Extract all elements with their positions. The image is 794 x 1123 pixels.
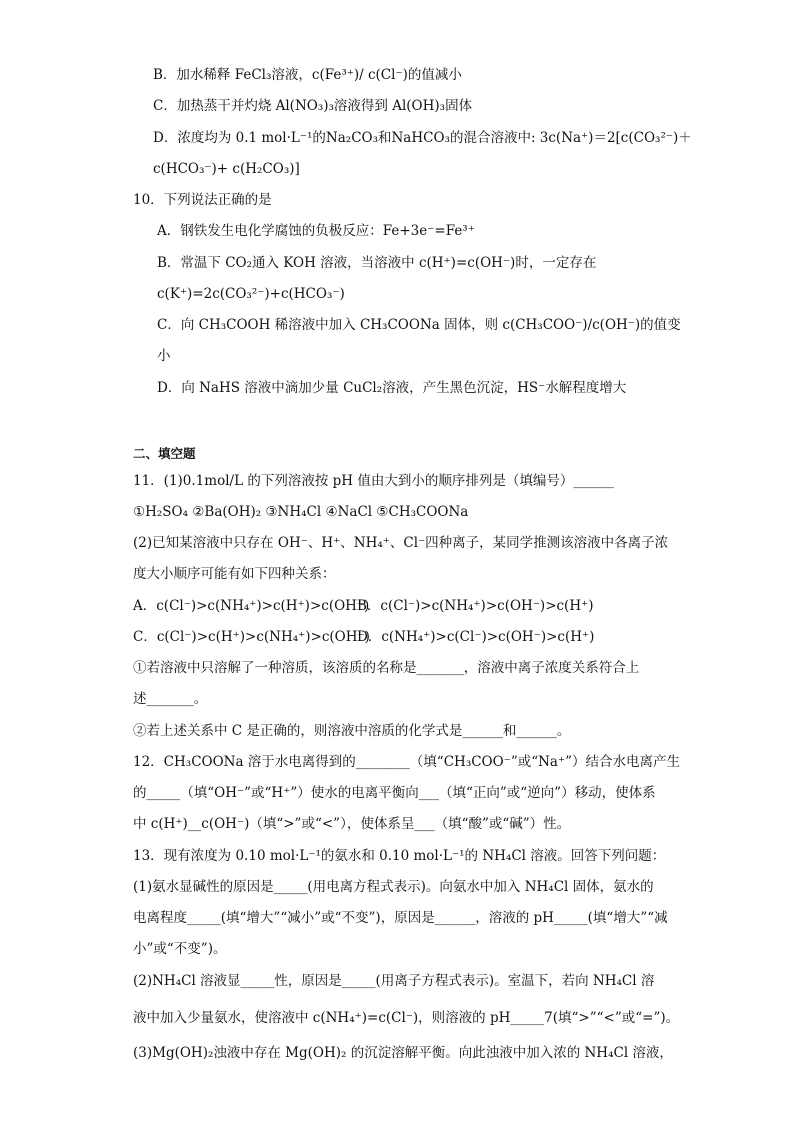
- q11-relation-b: B．c(Cl⁻)>c(NH₄⁺)>c(OH⁻)>c(H⁺): [357, 598, 594, 614]
- q10-option-b-line1: B．常温下 CO₂通入 KOH 溶液，当溶液中 c(H⁺)=c(OH⁻)时，一定存在: [157, 255, 597, 271]
- q10-option-b-line2: c(K⁺)=2c(CO₃²⁻)+c(HCO₃⁻): [157, 286, 345, 302]
- q10-option-d: D．向 NaHS 溶液中滴加少量 CuCl₂溶液，产生黑色沉淀，HS⁻水解程度增大: [157, 380, 627, 396]
- q13-part3-line1: (3)Mg(OH)₂浊液中存在 Mg(OH)₂ 的沉淀溶解平衡。向此浊液中加入浓的 NH₄Cl 溶液，: [133, 1045, 673, 1061]
- q10-stem: 10．下列说法正确的是: [133, 192, 272, 208]
- q12-line1: 12．CH₃COONa 溶于水电离得到的________（填“CH₃COO⁻”或“Na⁺”）结合水电离产生: [133, 754, 681, 770]
- q13-part1-line3: 小”或“不变”)。: [133, 941, 227, 957]
- q11-relation-a: A．c(Cl⁻)>c(NH₄⁺)>c(H⁺)>c(OH⁻): [133, 598, 370, 614]
- q11-choices: ①H₂SO₄ ②Ba(OH)₂ ③NH₄Cl ④NaCl ⑤CH₃COONa: [133, 504, 469, 520]
- q12-line2: 的_____（填“OH⁻”或“H⁺”）使水的电离平衡向___（填“正向”或“逆向”）移动，使体系: [133, 785, 656, 801]
- q10-option-c-line1: C．向 CH₃COOH 稀溶液中加入 CH₃COONa 固体，则 c(CH₃COO⁻)/c(OH⁻)的值变: [157, 317, 681, 333]
- q13-part1-line2: 电离程度_____(填“增大”“减小”或“不变”)，原因是______，溶液的 pH_____(填“增大”“减: [133, 910, 668, 926]
- q13-part2-line1: (2)NH₄Cl 溶液显_____性，原因是_____(用离子方程式表示)。室温下，若向 NH₄Cl 溶: [133, 973, 655, 989]
- q11-sub2: ②若上述关系中 C 是正确的，则溶液中溶质的化学式是______和______。: [133, 723, 571, 739]
- q10-option-c-line2: 小: [157, 348, 171, 364]
- q12-line3: 中 c(H⁺)__c(OH⁻)（填“>”或“<”），使体系呈___（填“酸”或“碱”）性。: [133, 816, 571, 832]
- q11-part1: 11．(1)0.1mol/L 的下列溶液按 pH 值由大到小的顺序排列是（填编号）______: [133, 473, 614, 489]
- q13-stem: 13．现有浓度为 0.10 mol·L⁻¹的氨水和 0.10 mol·L⁻¹的 NH₄Cl 溶液。回答下列问题：: [133, 848, 666, 864]
- q9-option-c: C．加热蒸干并灼烧 Al(NO₃)₃溶液得到 Al(OH)₃固体: [153, 98, 473, 114]
- q13-part2-line2: 液中加入少量氨水，使溶液中 c(NH₄⁺)=c(Cl⁻)，则溶液的 pH_____7(填“>”“<”或“=”)。: [133, 1010, 680, 1026]
- q9-option-d-line2: c(HCO₃⁻)+ c(H₂CO₃)]: [153, 161, 300, 177]
- section-title-fill-in: 二、填空题: [133, 446, 196, 461]
- q11-part2-line1: (2)已知某溶液中只存在 OH⁻、H⁺、NH₄⁺、Cl⁻四种离子，某同学推测该溶液中各离子浓: [133, 535, 669, 551]
- q11-relation-d: D．c(NH₄⁺)>c(Cl⁻)>c(OH⁻)>c(H⁺): [357, 629, 595, 645]
- q13-part1-line1: (1)氨水显碱性的原因是_____(用电离方程式表示)。向氨水中加入 NH₄Cl 固体，氨水的: [133, 879, 654, 895]
- q11-sub1-line2: 述_______。: [133, 691, 208, 707]
- q9-option-d-line1: D．浓度均为 0.1 mol·L⁻¹的Na₂CO₃和NaHCO₃的混合溶液中: 3c(Na⁺)＝2[c(CO₃²⁻)＋: [153, 130, 692, 146]
- q9-option-b: B．加水稀释 FeCl₃溶液，c(Fe³⁺)/ c(Cl⁻)的值减小: [153, 67, 462, 83]
- q11-relation-c: C．c(Cl⁻)>c(H⁺)>c(NH₄⁺)>c(OH⁻): [133, 629, 370, 645]
- q11-part2-line2: 度大小顺序可能有如下四种关系：: [133, 566, 336, 582]
- q10-option-a: A．钢铁发生电化学腐蚀的负极反应：Fe+3e⁻=Fe³⁺: [157, 223, 475, 239]
- q11-sub1-line1: ①若溶液中只溶解了一种溶质，该溶质的名称是_______，溶液中离子浓度关系符合上: [133, 660, 640, 676]
